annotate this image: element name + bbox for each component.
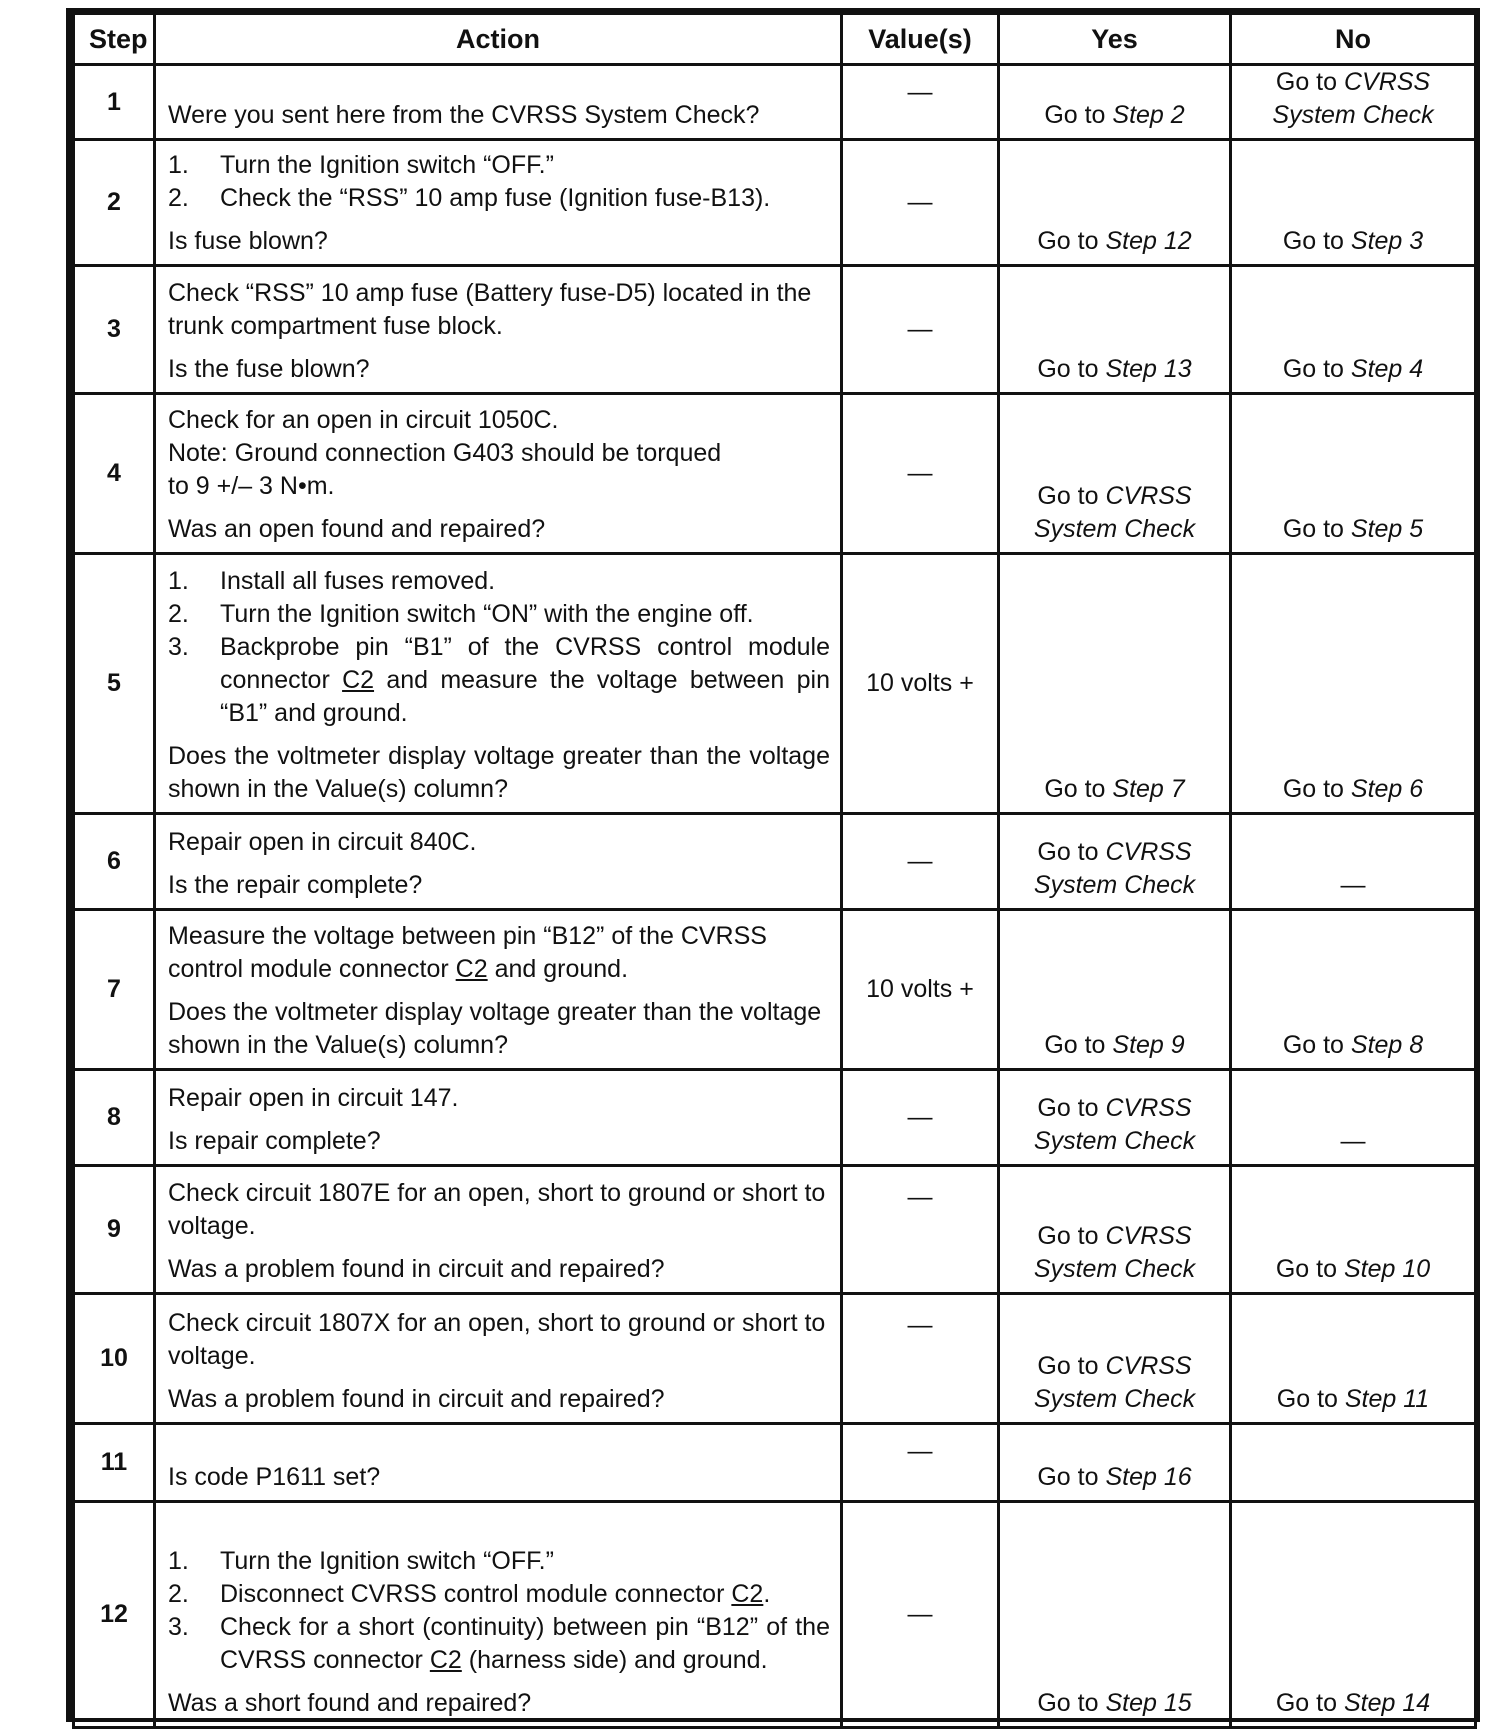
goto-text: Go to: [1282, 1031, 1351, 1059]
action-text: Repair open in circuit 840C.: [168, 828, 477, 856]
step-number: 9: [74, 1166, 155, 1294]
step-number: 7: [74, 910, 155, 1070]
goto-target: Step 12: [1105, 227, 1192, 255]
goto-target: Step 9: [1112, 1031, 1185, 1059]
action-text: Check circuit 1807E for an open, short to ground or short to voltage.: [168, 1179, 826, 1240]
action-cell: [155, 1166, 842, 1294]
goto-target: Step 2: [1112, 101, 1185, 129]
question-text: Was a problem found in circuit and repaired?: [168, 1385, 665, 1413]
goto-text: Go to: [1282, 355, 1351, 383]
goto-target: System Check: [1033, 1255, 1196, 1283]
value-cell: —: [842, 266, 999, 394]
step-number: 1: [74, 65, 155, 140]
no-cell: [1231, 554, 1476, 814]
question-text: Does the voltmeter display voltage greater than the voltage shown in the Value(s) column?: [168, 998, 822, 1059]
goto-text: Go to: [1282, 775, 1351, 803]
goto-text: Go to: [1275, 1255, 1344, 1283]
no-cell: —: [1231, 814, 1476, 910]
note-text: Note: Ground connection G403 should be torqued: [168, 439, 722, 467]
goto-text: Go to: [1037, 1352, 1106, 1380]
goto-target: CVRSS: [1105, 1352, 1192, 1380]
yes-cell: [999, 394, 1231, 554]
list-number: 3.: [168, 1613, 189, 1641]
yes-cell: [999, 1070, 1231, 1166]
no-cell: [1231, 1424, 1476, 1502]
action-text: Check circuit 1807X for an open, short to ground or short to voltage.: [168, 1309, 826, 1370]
goto-target: Step 5: [1350, 515, 1424, 543]
value-cell: —: [842, 814, 999, 910]
action-text: Check for an open in circuit 1050C.: [168, 406, 559, 434]
header-yes: Yes: [999, 14, 1231, 65]
goto-target: CVRSS: [1105, 838, 1192, 866]
value-cell: —: [842, 1070, 999, 1166]
no-cell: [1231, 266, 1476, 394]
list-number: 2.: [168, 1580, 189, 1608]
goto-target: Step 4: [1350, 355, 1424, 383]
goto-target: System Check: [1033, 871, 1196, 899]
table-row: [74, 910, 1476, 1070]
step-number: 8: [74, 1070, 155, 1166]
goto-target: CVRSS: [1105, 1094, 1192, 1122]
step-number: 4: [74, 394, 155, 554]
value-cell: —: [842, 1424, 999, 1502]
value-cell: —: [842, 65, 999, 140]
value-cell: 10 volts +: [842, 910, 999, 1070]
table-row: [74, 1294, 1476, 1424]
value-cell: —: [842, 1502, 999, 1728]
goto-text: Go to: [1037, 1222, 1106, 1250]
table-row: [74, 266, 1476, 394]
goto-text: Go to: [1044, 1031, 1113, 1059]
no-cell: [1231, 1502, 1476, 1728]
table-row: [74, 65, 1476, 140]
list-item: Turn the Ignition switch “ON” with the engine off.: [220, 600, 754, 628]
goto-target: Step 14: [1343, 1689, 1431, 1717]
header-action: Action: [155, 14, 842, 65]
no-cell: [1231, 910, 1476, 1070]
step-number: 11: [74, 1424, 155, 1502]
action-cell: [155, 1502, 842, 1728]
goto-target: Step 10: [1343, 1255, 1431, 1283]
question-text: Was an open found and repaired?: [168, 515, 546, 543]
diagnostic-table: [72, 12, 1477, 1729]
action-cell: [155, 266, 842, 394]
header-row: [74, 14, 1476, 65]
action-text: Repair open in circuit 147.: [168, 1084, 459, 1112]
action-cell: [155, 554, 842, 814]
goto-text: Go to: [1282, 515, 1351, 543]
question-text: Is fuse blown?: [168, 227, 328, 255]
step-number: 5: [74, 554, 155, 814]
header-values: Value(s): [842, 14, 999, 65]
no-cell: [1231, 1294, 1476, 1424]
list-number: 1.: [168, 1547, 189, 1575]
list-number: 1.: [168, 151, 189, 179]
goto-text: Go to: [1037, 482, 1106, 510]
question-text: Is code P1611 set?: [168, 1463, 381, 1491]
step-number: 2: [74, 140, 155, 266]
goto-target: Step 16: [1105, 1463, 1192, 1491]
table-row: [74, 140, 1476, 266]
action-cell: [155, 1070, 842, 1166]
action-cell: [155, 910, 842, 1070]
goto-target: CVRSS: [1105, 482, 1192, 510]
list-item: Check for a short (continuity) between pin “B12” of the CVRSS connector C2 (harness side) and ground.: [220, 1613, 830, 1674]
list-item: Turn the Ignition switch “OFF.”: [220, 1547, 554, 1575]
goto-target: Step 6: [1350, 775, 1424, 803]
action-cell: [155, 1424, 842, 1502]
header-no: No: [1231, 14, 1476, 65]
diagnostic-table-sheet: [66, 8, 1480, 1722]
no-cell: —: [1231, 1070, 1476, 1166]
list-item: Disconnect CVRSS control module connector C2.: [220, 1580, 771, 1608]
note-text: to 9 +/– 3 N•m.: [168, 472, 335, 500]
list-item: Turn the Ignition switch “OFF.”: [220, 151, 554, 179]
value-cell: —: [842, 1294, 999, 1424]
goto-text: Go to: [1275, 68, 1344, 96]
yes-cell: [999, 814, 1231, 910]
table-row: [74, 814, 1476, 910]
action-text: Check “RSS” 10 amp fuse (Battery fuse-D5) located in the trunk compartment fuse block.: [168, 279, 812, 340]
goto-text: Go to: [1044, 775, 1113, 803]
table-row: [74, 1424, 1476, 1502]
goto-target: Step 11: [1344, 1385, 1430, 1413]
step-number: 6: [74, 814, 155, 910]
list-item: Install all fuses removed.: [220, 567, 496, 595]
goto-target: Step 8: [1350, 1031, 1424, 1059]
no-cell: [1231, 65, 1476, 140]
list-number: 2.: [168, 600, 189, 628]
goto-target: System Check: [1033, 1385, 1196, 1413]
table-row: [74, 1070, 1476, 1166]
goto-target: Step 15: [1105, 1689, 1192, 1717]
table-row: [74, 1502, 1476, 1728]
yes-cell: [999, 554, 1231, 814]
question-text: Is repair complete?: [168, 1127, 381, 1155]
value-cell: —: [842, 140, 999, 266]
yes-cell: [999, 140, 1231, 266]
action-cell: [155, 65, 842, 140]
goto-text: Go to: [1037, 1094, 1106, 1122]
yes-cell: [999, 1166, 1231, 1294]
no-cell: [1231, 394, 1476, 554]
value-cell: 10 volts +: [842, 554, 999, 814]
goto-target: Step 13: [1105, 355, 1192, 383]
question-text: Were you sent here from the CVRSS System Check?: [168, 101, 760, 129]
table-row: [74, 554, 1476, 814]
no-cell: [1231, 1166, 1476, 1294]
goto-text: Go to: [1037, 355, 1106, 383]
step-number: 10: [74, 1294, 155, 1424]
goto-text: Go to: [1037, 227, 1106, 255]
no-cell: [1231, 140, 1476, 266]
question-text: Is the fuse blown?: [168, 355, 370, 383]
yes-cell: [999, 266, 1231, 394]
action-text: Measure the voltage between pin “B12” of the CVRSS control module connector C2 and ground.: [168, 922, 767, 983]
step-number: 3: [74, 266, 155, 394]
list-number: 3.: [168, 633, 189, 661]
yes-cell: [999, 65, 1231, 140]
goto-text: Go to: [1282, 227, 1351, 255]
goto-text: Go to: [1044, 101, 1113, 129]
list-item: Backprobe pin “B1” of the CVRSS control module connector C2 and measure the voltage between pin “B1” and ground.: [220, 633, 830, 727]
action-cell: [155, 1294, 842, 1424]
yes-cell: [999, 910, 1231, 1070]
goto-text: Go to: [1037, 1689, 1106, 1717]
action-cell: [155, 814, 842, 910]
yes-cell: [999, 1424, 1231, 1502]
yes-cell: [999, 1502, 1231, 1728]
action-cell: [155, 394, 842, 554]
value-cell: —: [842, 394, 999, 554]
goto-target: Step 7: [1112, 775, 1185, 803]
header-step: Step: [74, 14, 155, 65]
goto-target: System Check: [1033, 1127, 1196, 1155]
question-text: Was a short found and repaired?: [168, 1689, 532, 1717]
goto-target: System Check: [1033, 515, 1196, 543]
value-cell: —: [842, 1166, 999, 1294]
goto-target: Step 3: [1350, 227, 1424, 255]
table-row: [74, 1166, 1476, 1294]
goto-text: Go to: [1275, 1689, 1344, 1717]
list-item: Check the “RSS” 10 amp fuse (Ignition fuse-B13).: [220, 184, 771, 212]
goto-text: Go to: [1037, 1463, 1106, 1491]
question-text: Was a problem found in circuit and repaired?: [168, 1255, 665, 1283]
goto-target: System Check: [1272, 101, 1434, 129]
goto-target: CVRSS: [1105, 1222, 1192, 1250]
question-text: Is the repair complete?: [168, 871, 423, 899]
goto-target: CVRSS: [1343, 68, 1431, 96]
yes-cell: [999, 1294, 1231, 1424]
table-row: [74, 394, 1476, 554]
goto-text: Go to: [1276, 1385, 1345, 1413]
goto-text: Go to: [1037, 838, 1106, 866]
question-text: Does the voltmeter display voltage greater than the voltage shown in the Value(s) column?: [168, 742, 830, 803]
action-cell: [155, 140, 842, 266]
list-number: 1.: [168, 567, 189, 595]
step-number: 12: [74, 1502, 155, 1728]
list-number: 2.: [168, 184, 189, 212]
